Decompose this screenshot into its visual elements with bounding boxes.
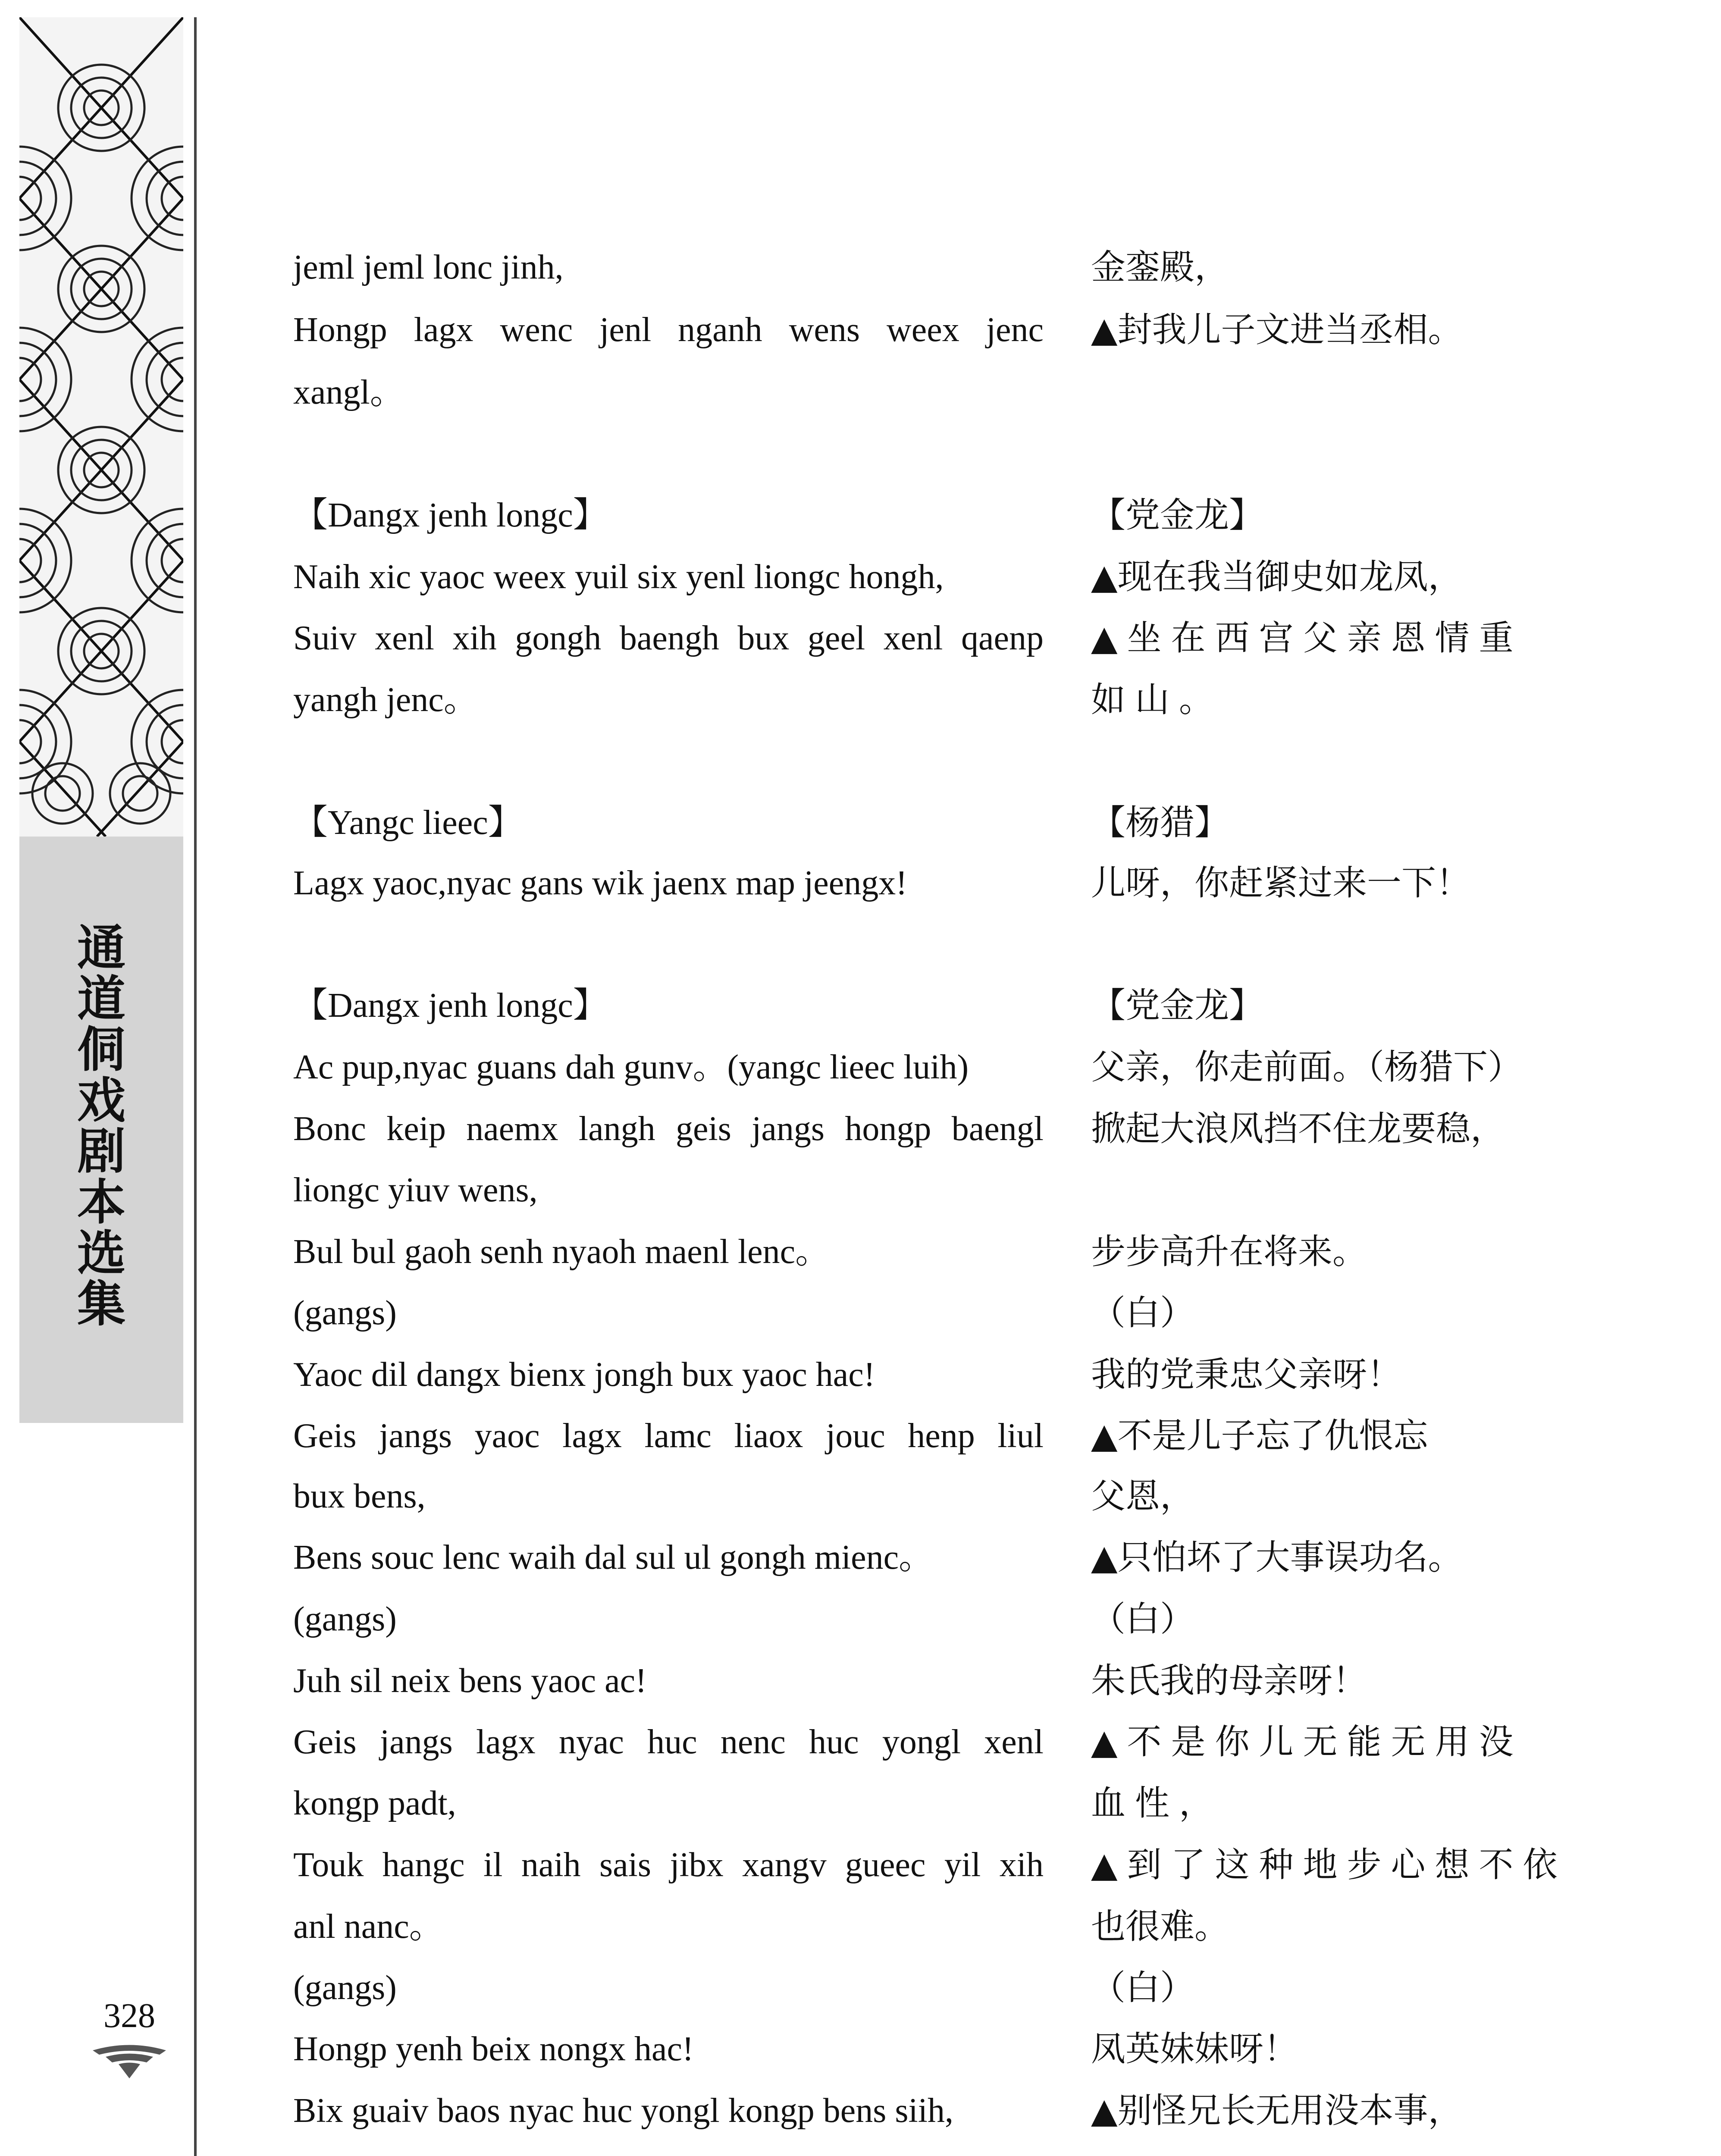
zh-line: 凤英妹妹呀！ (1091, 2029, 1298, 2069)
zh-stage-direction: （白） (1091, 1293, 1194, 1333)
dong-line: anl nanc。 (293, 1908, 444, 1946)
dong-line: Suiv xenl xih gongh baengh bux geel xenl qaenp (293, 619, 1044, 657)
book-title-char: 戏 (77, 1073, 125, 1129)
zh-line: ▲坐在西宫父亲恩情重 (1091, 618, 1523, 658)
zh-line: ▲别怪兄长无用没本事， (1091, 2090, 1463, 2131)
zh-stage-direction: （白） (1091, 1599, 1194, 1639)
dong-line: Naih xic yaoc weex yuil six yenl liongc hongh, (293, 558, 944, 596)
zh-speaker: 【党金龙】 (1091, 495, 1263, 535)
dong-line: Hongp lagx wenc jenl nganh wens weex jenc (293, 311, 1044, 349)
dong-stage-direction: (gangs) (293, 1600, 397, 1638)
zh-line: ▲不是你儿无能无用没 (1091, 1722, 1523, 1762)
dong-line: Bens souc lenc waih dal sul ul gongh mienc。 (293, 1539, 934, 1576)
zh-speaker: 【党金龙】 (1091, 985, 1263, 1025)
dong-line: Bul bul gaoh senh nyaoh maenl lenc。 (293, 1233, 830, 1271)
dong-line: kongp padt, (293, 1784, 456, 1822)
zh-line: 父恩， (1091, 1476, 1194, 1516)
zh-speaker: 【杨猎】 (1091, 802, 1229, 843)
zh-stage-direction: （白） (1091, 1968, 1194, 2008)
zh-line: 父亲，你走前面。（杨猎下） (1091, 1047, 1522, 1087)
dong-line: Geis jangs lagx nyac huc nenc huc yongl xenl (293, 1723, 1044, 1761)
dong-line: Hongp yenh beix nongx hac! (293, 2030, 694, 2068)
zh-line: 血性， (1091, 1783, 1223, 1823)
dong-stage-direction: (gangs) (293, 1969, 397, 2007)
zh-line: 朱氏我的母亲呀！ (1091, 1661, 1367, 1701)
dong-line: Bonc keip naemx langh geis jangs hongp baengl (293, 1110, 1044, 1148)
page-number: 328 (103, 1997, 155, 2035)
dong-line: Juh sil neix bens yaoc ac! (293, 1662, 647, 1700)
dong-speaker: 【Yangc lieec】 (293, 804, 523, 842)
dong-line: xangl。 (293, 373, 404, 411)
book-title-char: 道 (77, 971, 125, 1027)
zh-line: 我的党秉忠父亲呀！ (1091, 1354, 1401, 1395)
book-title-char: 集 (77, 1276, 125, 1332)
book-title-char: 通 (77, 920, 125, 976)
book-title-char: 侗 (77, 1022, 125, 1078)
zh-line: ▲封我儿子文进当丞相。 (1091, 310, 1463, 350)
dong-speaker: 【Dangx jenh longc】 (293, 987, 608, 1025)
zh-line: 也很难。 (1091, 1906, 1229, 1946)
dong-line: liongc yiuv wens, (293, 1171, 538, 1209)
zh-line: 掀起大浪风挡不住龙要稳， (1091, 1109, 1505, 1149)
book-title-char: 剧 (77, 1124, 125, 1180)
book-title-char: 选 (77, 1225, 125, 1282)
dong-line: Touk hangc il naih sais jibx xangv gueec yil xih (293, 1846, 1044, 1884)
dong-line: Ac pup,nyac guans dah gunv。(yangc lieec luih) (293, 1048, 969, 1086)
dong-stage-direction: (gangs) (293, 1294, 397, 1332)
zh-line: 步步高升在将来。 (1091, 1232, 1367, 1272)
dong-speaker: 【Dangx jenh longc】 (293, 496, 608, 534)
zh-line: ▲只怕坏了大事误功名。 (1091, 1537, 1463, 1577)
dong-line: Yaoc dil dangx bienx jongh bux yaoc hac! (293, 1356, 875, 1394)
dong-line: Lagx yaoc,nyac gans wik jaenx map jeengx! (293, 864, 907, 902)
zh-line: 如山。 (1091, 680, 1223, 720)
dong-line: jeml jeml lonc jinh, (293, 248, 564, 286)
zh-line: 儿呀，你赶紧过来一下！ (1091, 863, 1470, 903)
zh-line: ▲现在我当御史如龙凤， (1091, 557, 1463, 597)
dong-line: Geis jangs yaoc lagx lamc liaox jouc henp liul (293, 1417, 1044, 1455)
book-title-char: 本 (77, 1175, 125, 1231)
zh-line: ▲不是儿子忘了仇恨忘 (1091, 1416, 1428, 1456)
zh-line: 金銮殿， (1091, 247, 1229, 287)
zh-line: ▲到了这种地步心想不依 (1091, 1845, 1567, 1885)
dong-line: yangh jenc。 (293, 681, 478, 719)
dong-line: Bix guaiv baos nyac huc yongl kongp bens siih, (293, 2092, 953, 2130)
dong-line: bux bens, (293, 1477, 426, 1515)
